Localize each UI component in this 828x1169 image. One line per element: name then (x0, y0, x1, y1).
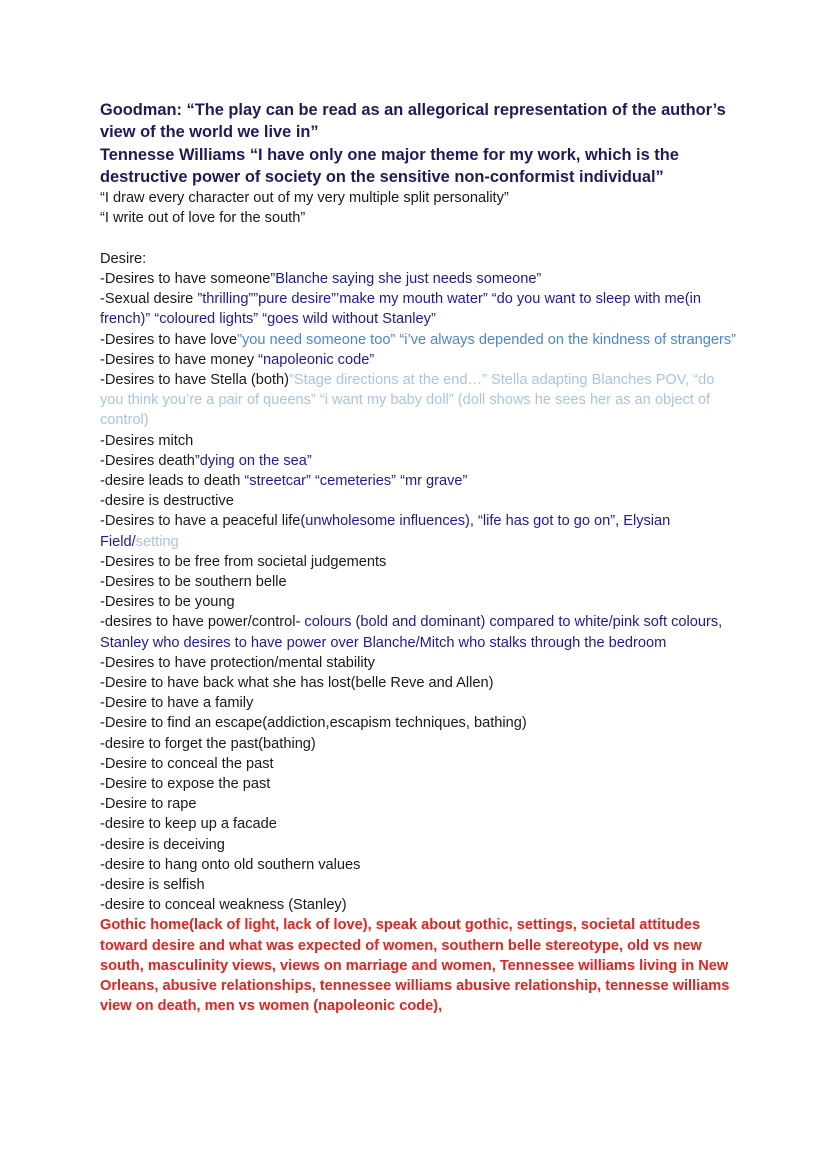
quote-note-setting: setting (135, 533, 179, 550)
document-body (100, 99, 740, 1017)
list-item: -desire leads to death “streetcar” “cemeteries” “mr grave” (100, 473, 468, 490)
quote-note: ”thrilling””pure desire”’make my mouth water” “do you want to sleep with me(in french)” “coloured lights” “goes wild without Stanley” (100, 291, 702, 328)
list-item: -Desires to have a peaceful life(unwholesome influences), “life has got to go on”, Elysian Field/setting (100, 513, 671, 550)
desire-section-title: Desire: (100, 250, 147, 267)
quote-note: “streetcar” “cemeteries” “mr grave” (244, 473, 468, 490)
williams-quote-heading: Tennesse Williams “I have only one major theme for my work, which is the destructive power of society on the sensitive non-conformist individual” (100, 145, 679, 186)
spacer (100, 229, 740, 249)
list-item: -Desires to be southern belle (100, 574, 287, 591)
list-item: -desire is deceiving (100, 836, 225, 853)
list-item: -Desires to be young (100, 594, 235, 611)
list-item: -Desires mitch (100, 432, 194, 449)
list-item: -desire is destructive (100, 493, 234, 510)
list-item: -Desire to expose the past (100, 776, 271, 793)
quote-note: colours (bold and dominant) compared to white/pink soft colours, Stanley who desires to have power over Blanche/Mitch who stalks through the bedroom (100, 614, 723, 651)
list-item: -Desire to conceal the past (100, 755, 274, 772)
list-item: -desire to conceal weakness (Stanley) (100, 897, 347, 914)
goodman-quote-heading: Goodman: “The play can be read as an allegorical representation of the author’s view of the world we live in” (100, 101, 726, 142)
list-item: -Desires death”dying on the sea” (100, 452, 312, 469)
quote-note: (unwholesome influences), “life has got to go on”, Elysian Field/ (100, 513, 671, 550)
list-item: -Desire to find an escape(addiction,escapism techniques, bathing) (100, 715, 527, 732)
list-item: -Desires to have protection/mental stability (100, 654, 375, 671)
quote-note: ”you need someone too” “i’ve always depended on the kindness of strangers” (237, 331, 737, 348)
list-item: -Desires to have money “napoleonic code” (100, 351, 375, 368)
list-item: -Desire to rape (100, 796, 197, 813)
list-item: -Desires to have someone”Blanche saying she just needs someone” (100, 270, 542, 287)
quote-note: ”dying on the sea” (194, 452, 312, 469)
list-item: -Desires to have love”you need someone too” “i’ve always depended on the kindness of strangers” (100, 331, 737, 348)
list-item: -desires to have power/control- colours (bold and dominant) compared to white/pink soft colours, Stanley who desires to have power over Blanche/Mitch who stalks through the bedroom (100, 614, 723, 651)
quote-note: ”Blanche saying she just needs someone” (270, 270, 542, 287)
context-paragraph: Gothic home(lack of light, lack of love), speak about gothic, settings, societal attitudes toward desire and what was expected of women, southern belle stereotype, old vs new south, masculinity views, views on marriage and women, Tennessee williams living in New Orleans, abusive relationships, tennessee williams abusive relationship, tennesse williams view on death, men vs women (napoleonic code), (100, 917, 730, 1015)
quote-note: ”Stage directions at the end…” Stella adapting Blanches POV, “do you think you’re a pair of queens” “i want my baby doll” (doll shows he sees her as an object of control) (100, 372, 715, 429)
list-item: -Desires to be free from societal judgements (100, 553, 387, 570)
list-item: -Desire to have a family (100, 695, 254, 712)
quote-note: “napoleonic code” (258, 351, 375, 368)
list-item: -desire to forget the past(bathing) (100, 735, 316, 752)
list-item: -desire to keep up a facade (100, 816, 277, 833)
list-item: -Sexual desire ”thrilling””pure desire”’make my mouth water” “do you want to sleep with me(in french)” “coloured lights” “goes wild without Stanley” (100, 291, 702, 328)
list-item: -Desire to have back what she has lost(belle Reve and Allen) (100, 675, 494, 692)
list-item: -Desires to have Stella (both)”Stage directions at the end…” Stella adapting Blanches POV, “do you think you’re a pair of queens” “i want my baby doll” (doll shows he sees her as an object of control) (100, 372, 715, 429)
character-quote: “I draw every character out of my very multiple split personality” (100, 190, 509, 207)
list-item: -desire to hang onto old southern values (100, 856, 361, 873)
love-south-quote: “I write out of love for the south” (100, 210, 306, 227)
list-item: -desire is selfish (100, 877, 205, 894)
